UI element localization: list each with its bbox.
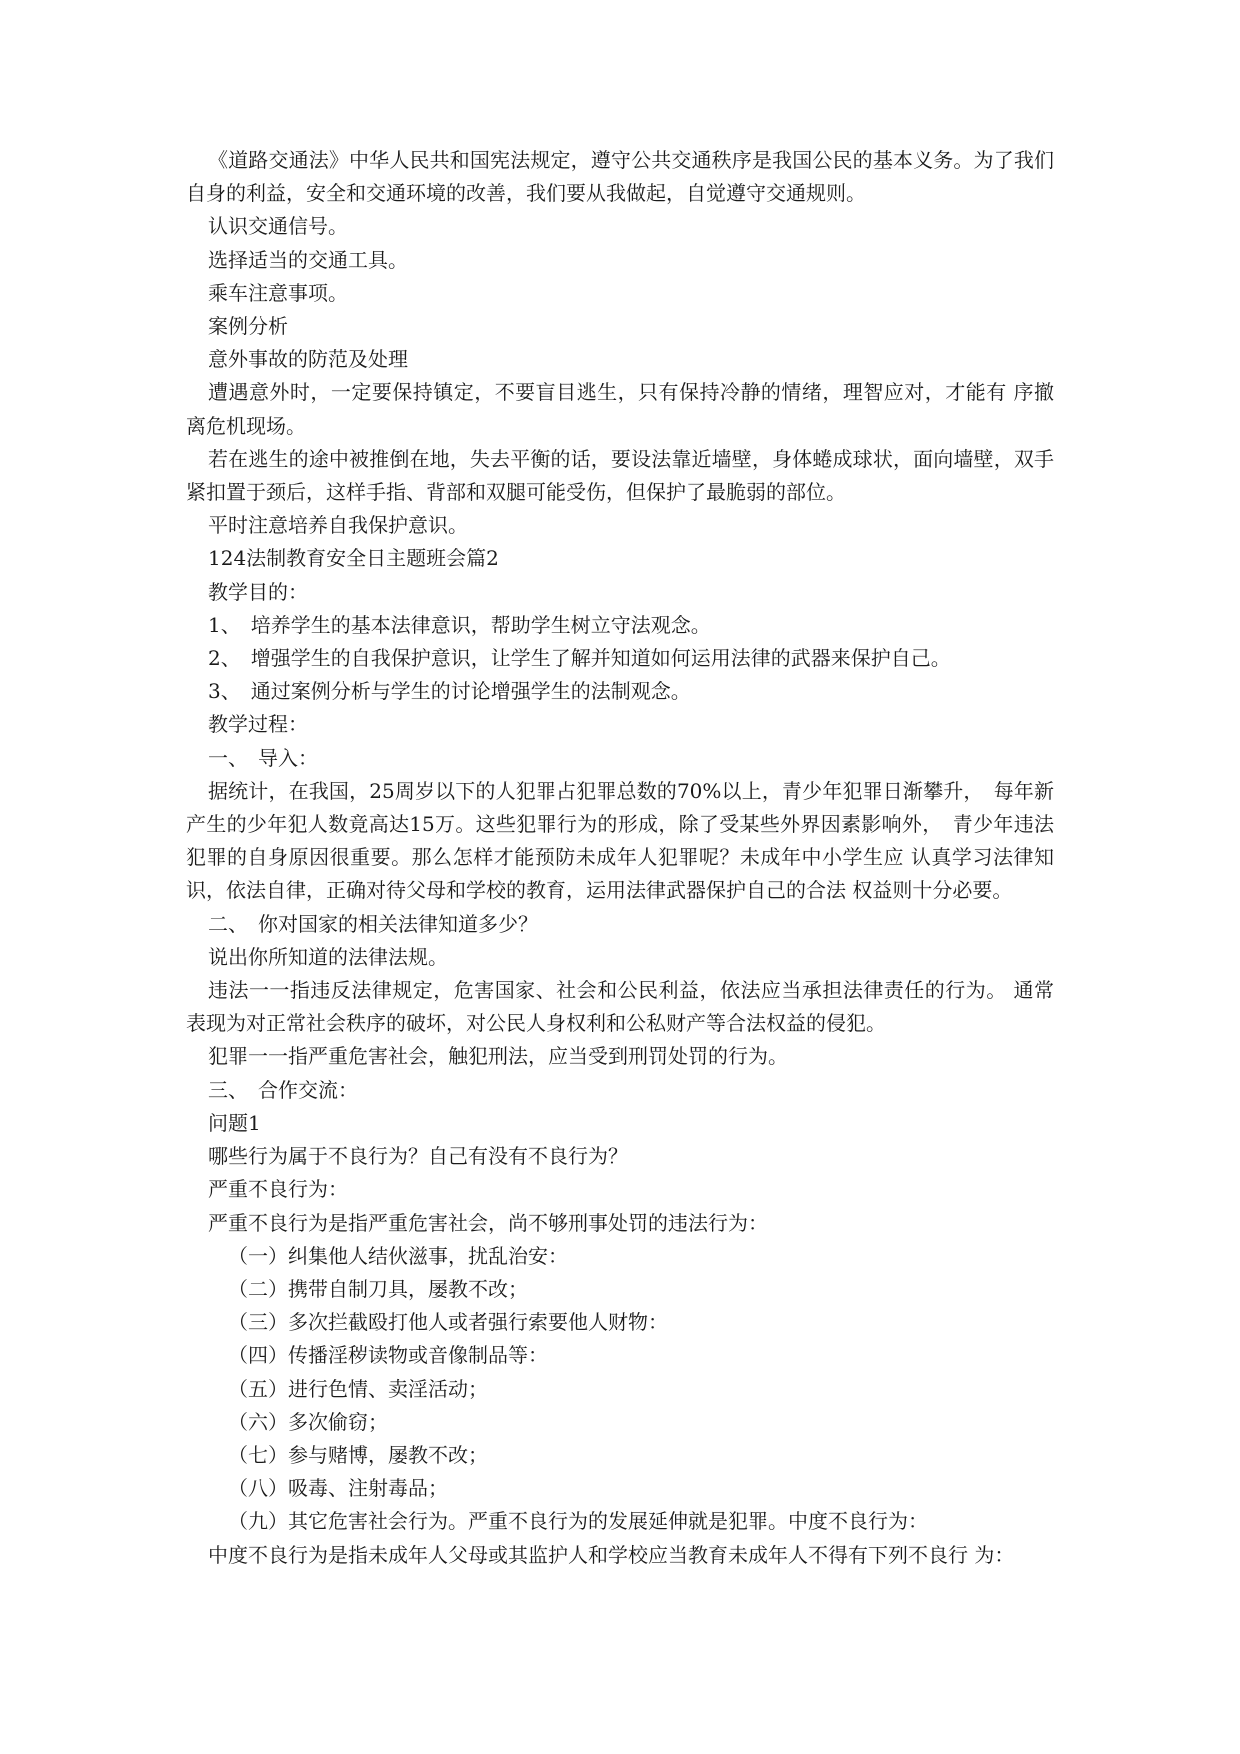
- paragraph: 平时注意培养自我保护意识。: [208, 513, 468, 538]
- paragraph: 遭遇意外时，一定要保持镇定，不要盲目逃生，只有保持冷静的情绪，理智应对，才能有 序撤离危机现场。: [186, 380, 1054, 438]
- paragraph: 认识交通信号。: [208, 214, 348, 239]
- paragraph: 中度不良行为是指未成年人父母或其监护人和学校应当教育未成年人不得有下列不良行 为：: [208, 1542, 1015, 1567]
- list-item: （五）进行色情、卖淫活动；: [228, 1376, 488, 1401]
- list-item: 二、 你对国家的相关法律知道多少？: [208, 911, 538, 936]
- list-item: 1、 培养学生的基本法律意识，帮助学生树立守法观念。: [208, 612, 711, 637]
- paragraph: 问题1: [208, 1110, 261, 1135]
- paragraph: 严重不良行为是指严重危害社会，尚不够刑事处罚的违法行为：: [208, 1210, 768, 1235]
- list-item: （七）参与赌博，屡教不改；: [228, 1442, 488, 1467]
- paragraph: 《道路交通法》中华人民共和国宪法规定，遵守公共交通秩序是我国公民的基本义务。为了我们自身的利益，安全和交通环境的改善，我们要从我做起，自觉遵守交通规则。: [186, 148, 1054, 206]
- paragraph: 选择适当的交通工具。: [208, 247, 408, 272]
- paragraph: 意外事故的防范及处理: [208, 347, 408, 372]
- list-item: （四）传播淫秽读物或音像制品等：: [228, 1343, 548, 1368]
- paragraph: 说出你所知道的法律法规。: [208, 944, 448, 969]
- list-item: （三）多次拦截殴打他人或者强行索要他人财物：: [228, 1310, 668, 1335]
- list-item: （二）携带自制刀具，屡教不改；: [228, 1276, 528, 1301]
- paragraph: 案例分析: [208, 314, 288, 339]
- list-item: （一）纠集他人结伙滋事，扰乱治安：: [228, 1243, 568, 1268]
- list-item: 三、 合作交流：: [208, 1077, 358, 1102]
- paragraph: 乘车注意事项。: [208, 280, 348, 305]
- list-item: 2、 增强学生的自我保护意识，让学生了解并知道如何运用法律的武器来保护自己。: [208, 646, 951, 671]
- section-heading: 124法制教育安全日主题班会篇2: [208, 546, 499, 571]
- paragraph: 违法一一指违反法律规定，危害国家、社会和公民利益，依法应当承担法律责任的行为。 通常表现为对正常社会秩序的破坏，对公民人身权利和公私财产等合法权益的侵犯。: [186, 978, 1054, 1036]
- list-item: 一、 导入：: [208, 745, 318, 770]
- paragraph: 严重不良行为：: [208, 1177, 348, 1202]
- list-item: 3、 通过案例分析与学生的讨论增强学生的法制观念。: [208, 679, 691, 704]
- list-item: （九）其它危害社会行为。严重不良行为的发展延伸就是犯罪。中度不良行为：: [228, 1509, 928, 1534]
- paragraph: 据统计，在我国，25周岁以下的人犯罪占犯罪总数的70%以上，青少年犯罪日渐攀升， 每年新产生的少年犯人数竟高达15万。这些犯罪行为的形成，除了受某些外界因素影响外， 青少年违法犯罪的自身原因很重要。那么怎样才能预防未成年人犯罪呢？未成年中小学生应 认真学习法律知识，依法自律，正确对待父母和学校的教育，运用法律武器保护自己的合法 权益则十分必要。: [186, 778, 1054, 903]
- paragraph: 犯罪一一指严重危害社会，触犯刑法，应当受到刑罚处罚的行为。: [208, 1044, 788, 1069]
- paragraph: 哪些行为属于不良行为？自己有没有不良行为？: [208, 1144, 628, 1169]
- document-body: [186, 144, 1054, 1572]
- paragraph: 教学过程：: [208, 712, 308, 737]
- list-item: （八）吸毒、注射毒品；: [228, 1476, 448, 1501]
- list-item: （六）多次偷窃；: [228, 1409, 388, 1434]
- paragraph: 教学目的：: [208, 579, 308, 604]
- paragraph: 若在逃生的途中被推倒在地，失去平衡的话，要设法靠近墙壁，身体蜷成球状，面向墙壁，双手紧扣置于颈后，这样手指、背部和双腿可能受伤，但保护了最脆弱的部位。: [186, 446, 1054, 505]
